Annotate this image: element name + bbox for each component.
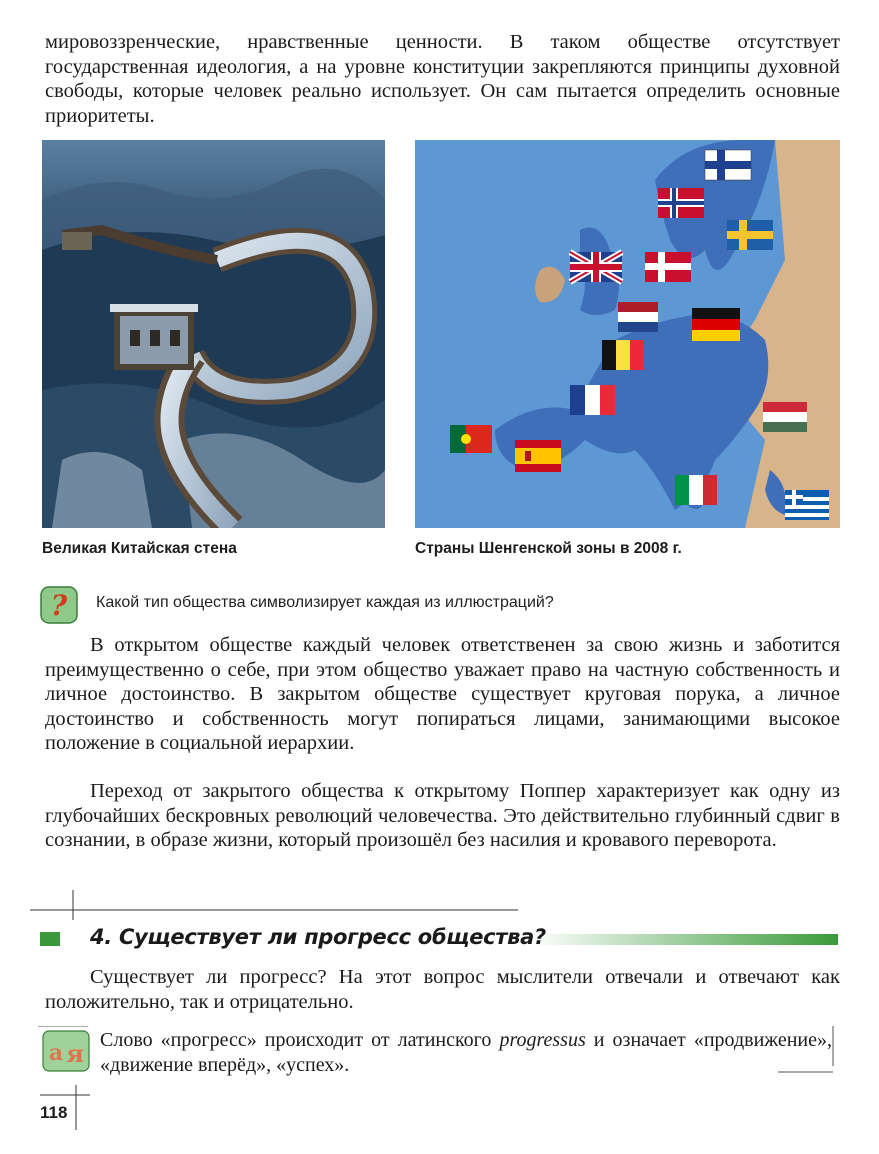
figure-caption-great-wall: Великая Китайская стена <box>42 540 237 557</box>
paragraph-progress-question: Существует ли прогресс? На этот вопрос мыслители отвечали и отвечают как положительно, так и отрицательно. <box>45 966 840 1013</box>
vocabulary-block <box>38 1026 838 1076</box>
intro-paragraph: мировоззренческие, нравственные ценности. В таком обществе отсутствует государственная идеология, а на уровне конституции закрепляются принципы духовной свободы, которые человек реально использует. Он сам пытается определить основные приоритеты. <box>45 31 840 127</box>
vocabulary-text <box>100 1028 832 1077</box>
svg-text:а: а <box>48 1040 64 1066</box>
section-heading-block <box>30 890 840 960</box>
latin-word: progressus <box>499 1029 586 1051</box>
question-block <box>40 586 840 628</box>
great-wall-photo <box>42 140 385 528</box>
figure-caption-schengen: Страны Шенгенской зоны в 2008 г. <box>415 540 682 557</box>
question-text: Какой тип общества символизирует каждая из иллюстраций? <box>96 594 554 611</box>
vocabulary-text-before: Слово «прогресс» происходит от латинского <box>100 1029 500 1051</box>
svg-text:я: я <box>66 1039 84 1068</box>
vocabulary-text-after: и означает «продвижение», «движение вперёд», «успех». <box>100 1029 832 1076</box>
question-mark-icon <box>40 586 78 624</box>
paragraph-popper: Переход от закрытого общества к открытому Поппер характеризует как одну из глубочайших бескровных революций человечества. Это действительно глубинный сдвиг в сознании, в образе жизни, который произошёл без насилия и кровавого переворота. <box>45 780 840 851</box>
page-number: 118 <box>40 1103 68 1122</box>
aya-letters-icon <box>42 1030 90 1072</box>
paragraph-open-closed-society: В открытом обществе каждый человек ответственен за свою жизнь и заботится преимущественно о себе, при этом общество уважает право на частную собственность и личное достоинство. В закрытом обществе существует круговая порука, а личное достоинство и собственность могут попираться лицами, занимающими высокое положение в социальной иерархии. <box>45 634 840 754</box>
section-heading: 4. Существует ли прогресс общества? <box>90 925 546 949</box>
svg-text:?: ? <box>50 589 68 622</box>
schengen-map <box>415 140 840 528</box>
